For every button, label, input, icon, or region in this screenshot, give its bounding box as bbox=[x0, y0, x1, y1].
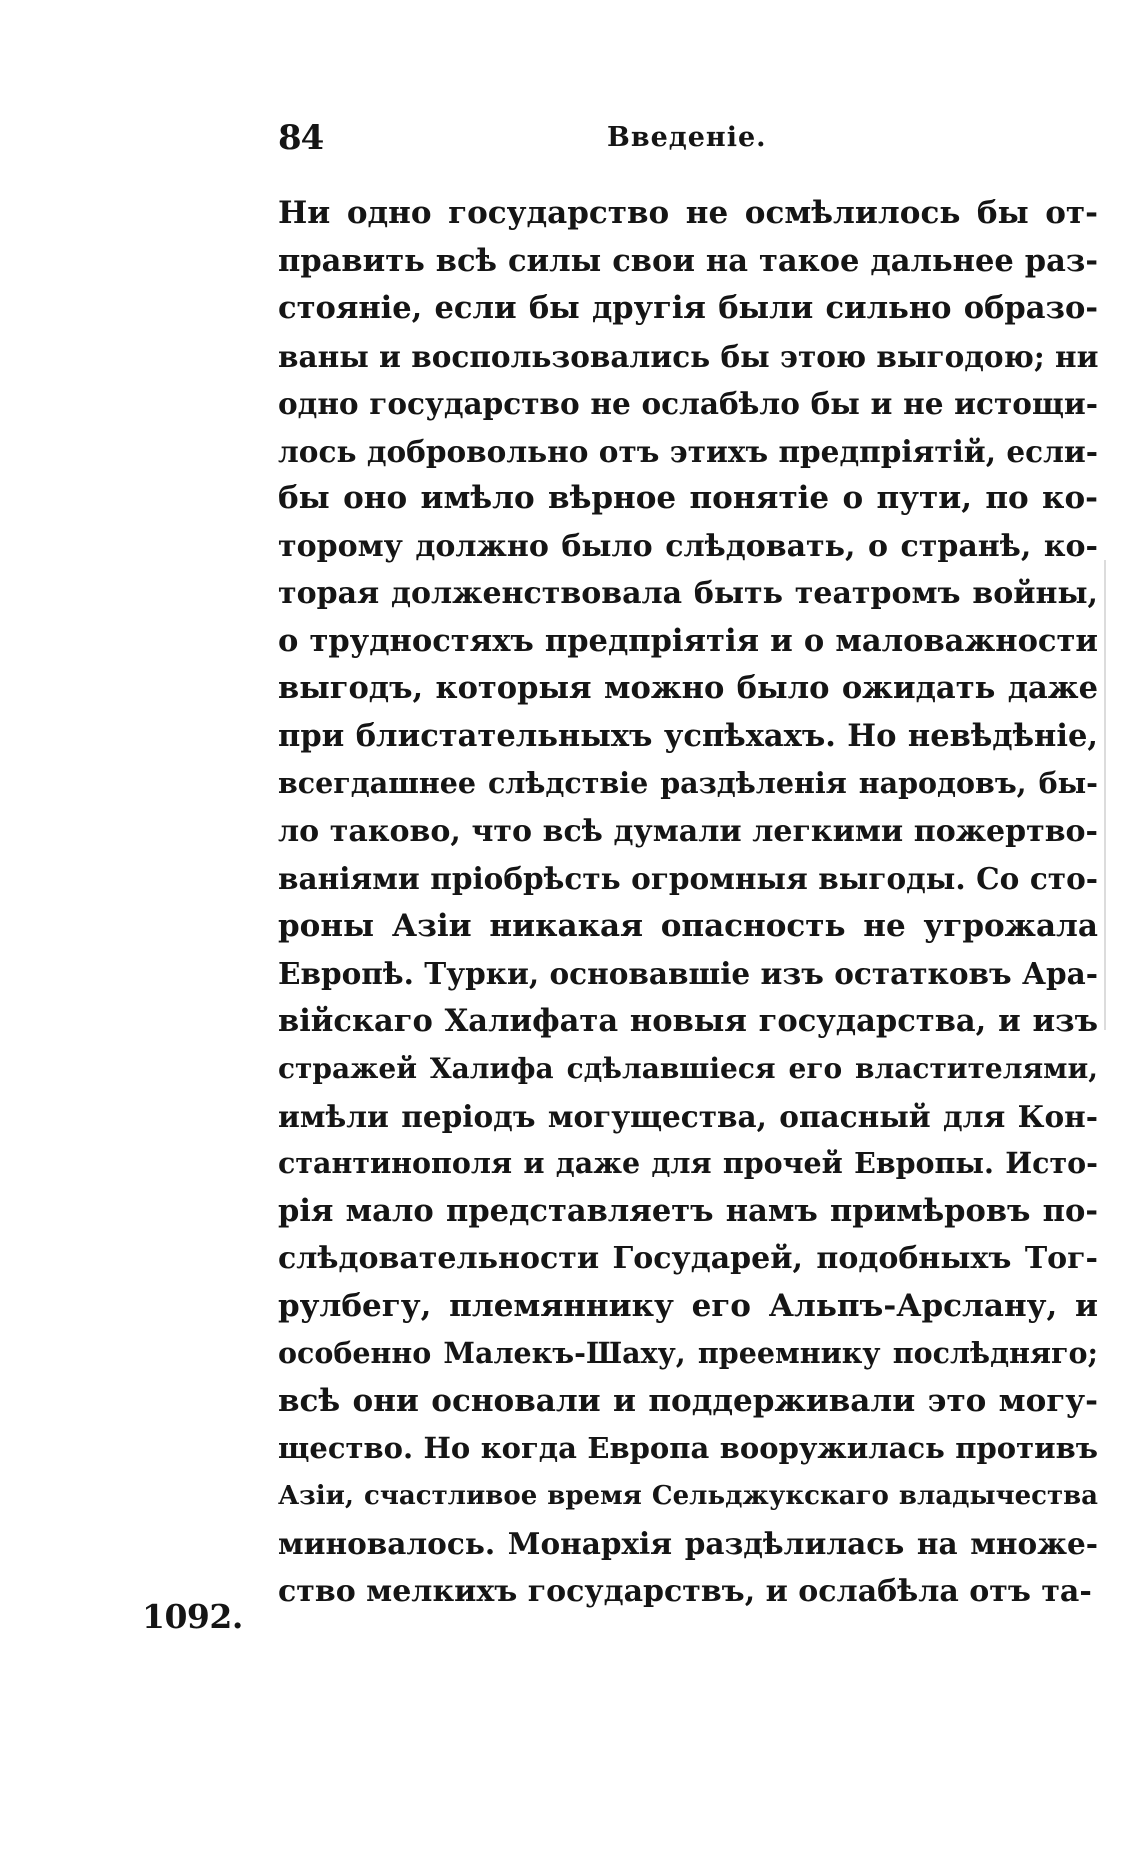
text-line: щество. Но когда Европа вооружилась противъ bbox=[278, 1431, 1098, 1465]
text-line: роны Азiи никакая опасность не угрожала bbox=[278, 907, 1098, 944]
text-line: выгодъ, которыя можно было ожидать даже bbox=[278, 670, 1098, 706]
text-line: особенно Малекъ-Шаху, преемнику послѣдняго; bbox=[278, 1336, 1098, 1370]
text-line: торая долженствовала быть театромъ войны, bbox=[278, 576, 1098, 611]
text-line: ваны и воспользовались бы этою выгодою; ни bbox=[278, 338, 1099, 374]
text-line: рулбегу, племяннику его Альпъ-Арслану, и bbox=[278, 1287, 1098, 1324]
text-line: миновалось. Монархiя раздѣлилась на множе- bbox=[278, 1526, 1098, 1561]
text-line: стантинополя и даже для прочей Европы. Исто- bbox=[278, 1146, 1098, 1180]
text-line: одно государство не ослабѣло бы и не истощи- bbox=[278, 386, 1098, 421]
text-line: ство мелкихъ государствъ, и ослабѣла отъ та- bbox=[278, 1573, 1092, 1609]
text-line: Европѣ. Турки, основавшiе изъ остатковъ Ара- bbox=[278, 956, 1098, 991]
text-line: ванiями прiобрѣсть огромныя выгоды. Со сто- bbox=[278, 861, 1098, 896]
text-line: бы оно имѣло вѣрное понятiе о пути, по ко- bbox=[278, 480, 1098, 516]
text-line: торому должно было слѣдовать, о странѣ, ко- bbox=[278, 528, 1098, 564]
text-line: рiя мало представляетъ намъ примѣровъ по- bbox=[278, 1192, 1098, 1229]
text-line: ло таково, что всѣ думали легкими пожертво- bbox=[278, 813, 1098, 849]
text-line: всегдашнее слѣдствiе раздѣленiя народовъ, бы- bbox=[278, 766, 1098, 800]
text-line: лось добровольно отъ этихъ предпрiятiй, если- bbox=[278, 433, 1098, 469]
text-line: стоянiе, если бы другiя были сильно образо- bbox=[278, 290, 1098, 326]
text-line: Азiи, счастливое время Сельджукскаго владычества bbox=[278, 1480, 1098, 1511]
text-line: имѣли перiодъ могущества, опасный для Кон- bbox=[278, 1098, 1098, 1134]
text-line: о трудностяхъ предпрiятiя и о маловажности bbox=[278, 622, 1098, 659]
scan-edge-line bbox=[1104, 560, 1106, 1030]
text-line: Ни одно государство не осмѣлилось бы от- bbox=[278, 195, 1098, 231]
text-line: править всѣ силы свои на такое дальнее раз- bbox=[278, 242, 1098, 279]
page-number: 84 bbox=[278, 118, 324, 158]
text-line: слѣдовательности Государей, подобныхъ Тог- bbox=[278, 1241, 1098, 1276]
margin-year-note: 1092. bbox=[142, 1597, 243, 1636]
running-head: Введенiе. bbox=[607, 122, 767, 153]
text-line: при блистательныхъ успѣхахъ. Но невѣдѣнiе, bbox=[278, 717, 1098, 754]
text-line: стражей Халифа сдѣлавшiеся его властителями, bbox=[278, 1052, 1098, 1085]
body-text bbox=[278, 190, 1098, 1615]
text-line: вiйскаго Халифата новыя государства, и изъ bbox=[278, 1002, 1098, 1039]
text-line: всѣ они основали и поддерживали это могу- bbox=[278, 1382, 1098, 1419]
